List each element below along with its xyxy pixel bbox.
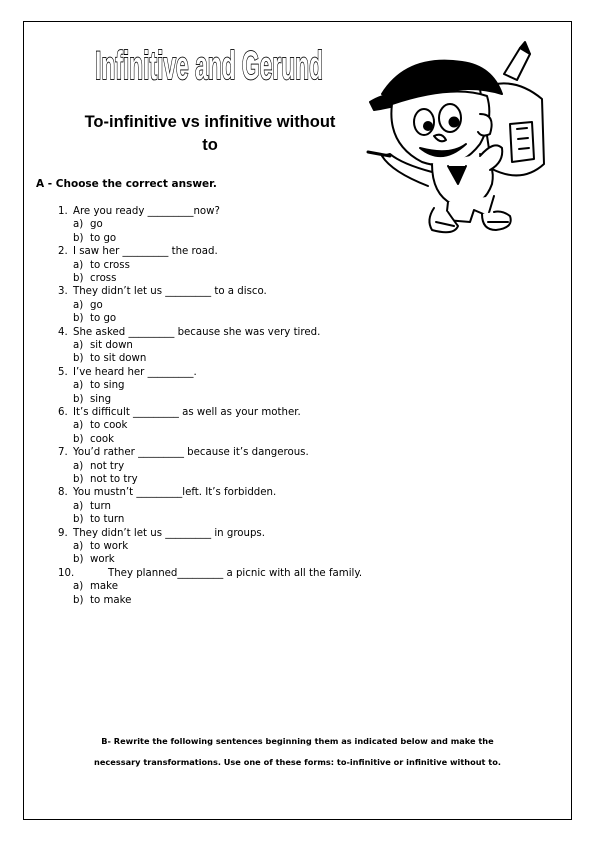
option-a-marker: a) — [73, 541, 84, 552]
option-b-marker: b) — [73, 273, 84, 284]
option-a-text: go — [90, 219, 103, 231]
option-a-text: sit down — [90, 340, 133, 351]
question-text: You’d rather _________ because it’s dangerous. — [73, 447, 309, 459]
question-number: 3. — [58, 286, 68, 298]
option-b-marker: b) — [73, 353, 84, 365]
option-b-text: to turn — [90, 514, 125, 526]
question-number: 6. — [58, 407, 68, 418]
option-a-marker: a) — [73, 581, 84, 593]
section-b-line-1: B- Rewrite the following sentences beginning them as indicated below and make the — [101, 736, 494, 746]
option-a-marker: a) — [73, 500, 84, 512]
option-b-marker: b) — [73, 433, 84, 445]
option-a-text: to work — [90, 541, 129, 552]
subtitle — [40, 111, 380, 157]
question-number: 9. — [58, 527, 68, 539]
option-b-text: sing — [90, 393, 112, 405]
question-text: I saw her _________ the road. — [73, 246, 218, 258]
section-b-line-2: necessary transformations. Use one of these forms: to-infinitive or infinitive without to. — [94, 757, 501, 767]
option-a-text: to cross — [90, 259, 130, 271]
option-b-marker: b) — [73, 474, 84, 485]
option-a-marker: a) — [73, 219, 84, 231]
option-a-marker: a) — [73, 460, 84, 472]
option-b-marker: b) — [73, 514, 84, 526]
cartoon-boy-illustration — [362, 44, 557, 239]
question-text: Are you ready _________now? — [73, 206, 220, 217]
option-a-text: to sing — [90, 380, 125, 392]
question-number: 8. — [58, 487, 68, 499]
option-b-text: to make — [90, 594, 132, 606]
question-text: She asked _________ because she was very tired. — [73, 326, 321, 338]
question-text: They didn’t let us _________ in groups. — [73, 527, 265, 539]
worksheet-title — [92, 38, 327, 90]
option-b-text: to go — [90, 313, 117, 325]
option-b-text: cross — [90, 273, 117, 284]
question-text: You mustn’t _________left. It’s forbidden. — [73, 487, 277, 499]
subtitle-line-2: to — [202, 136, 218, 154]
option-b-text: to go — [90, 232, 117, 244]
option-a-marker: a) — [73, 340, 84, 351]
option-a-text: not try — [90, 460, 125, 472]
section-a-heading: A - Choose the correct answer. — [36, 178, 217, 190]
option-a-marker: a) — [73, 420, 84, 432]
question-text: They didn’t let us _________ to a disco. — [73, 286, 267, 298]
option-b-text: to sit down — [90, 353, 147, 365]
option-b-marker: b) — [73, 313, 84, 325]
option-a-marker: a) — [73, 259, 84, 271]
question-text: It’s difficult _________ as well as your mother. — [73, 407, 301, 418]
option-a-text: go — [90, 299, 103, 311]
question-number: 1. — [58, 206, 68, 217]
option-a-text: turn — [90, 500, 111, 512]
question-text: They planned_________ a picnic with all the family. — [108, 567, 363, 579]
question-text: I’ve heard her _________. — [73, 366, 197, 378]
option-a-marker: a) — [73, 380, 84, 392]
option-b-text: work — [90, 554, 115, 566]
option-a-marker: a) — [73, 299, 84, 311]
option-b-marker: b) — [73, 393, 84, 405]
option-a-text: make — [90, 581, 118, 593]
question-number: 2. — [58, 246, 68, 258]
question-number: 4. — [58, 326, 68, 338]
option-b-marker: b) — [73, 594, 84, 606]
worksheet-title-text: Infinitive and Gerund — [95, 44, 323, 88]
question-number: 5. — [58, 366, 68, 378]
option-b-marker: b) — [73, 554, 84, 566]
subtitle-line-1: To-infinitive vs infinitive without — [84, 113, 336, 131]
option-b-text: not to try — [90, 474, 138, 485]
question-number: 7. — [58, 447, 68, 459]
option-b-text: cook — [90, 433, 114, 445]
option-a-text: to cook — [90, 420, 128, 432]
option-b-marker: b) — [73, 232, 84, 244]
question-number: 10. — [58, 567, 75, 579]
